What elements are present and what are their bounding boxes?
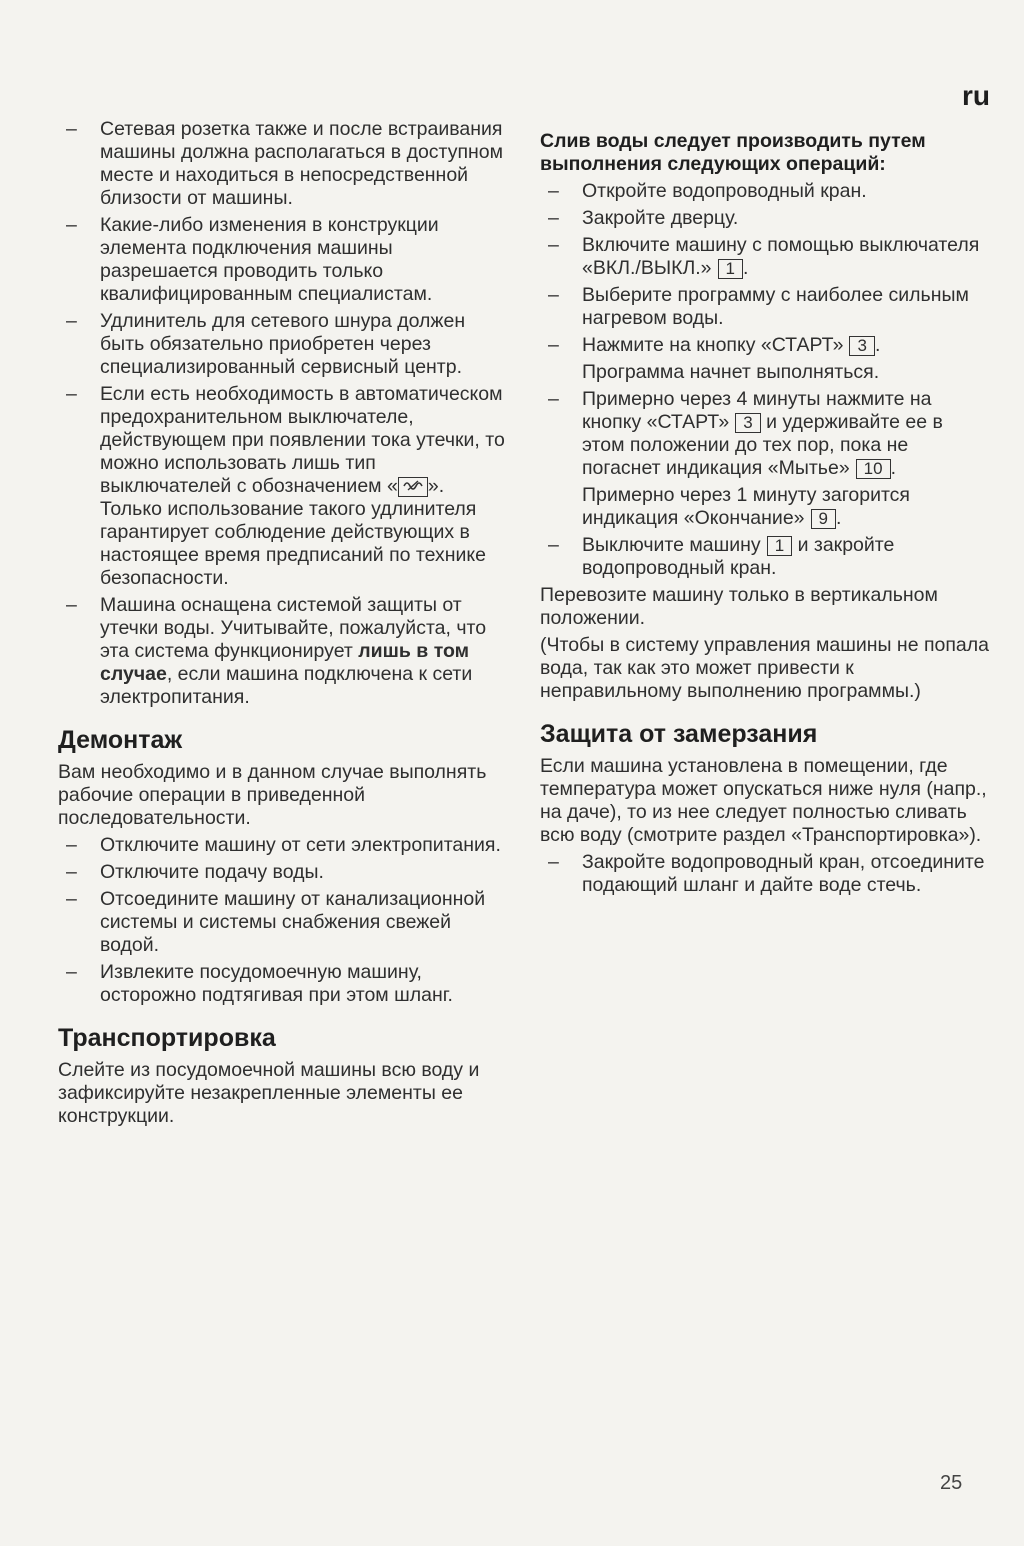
step-text: и закройте водопроводный кран. bbox=[582, 534, 895, 579]
aquastop-text: Машина оснащена системой защиты от утечки воды. Учитывайте, пожалуйста, что эта система функционирует bbox=[100, 594, 487, 662]
key-badge: 1 bbox=[767, 536, 792, 556]
drain-steps bbox=[540, 180, 990, 580]
list-item-aquastop bbox=[58, 594, 508, 709]
vertical-transport: Перевозите машину только в вертикальном положении. bbox=[540, 584, 938, 629]
drain-lead: Слив воды следует производить путем выполнения следующих операций: bbox=[540, 130, 926, 175]
list-item: – Закройте водопроводный кран, отсоедините подающий шланг и дайте воде стечь. bbox=[540, 851, 990, 897]
vertical-transport-note: (Чтобы в систему управления машины не попала вода, так как это может привести к неправильному выполнению программы.) bbox=[540, 634, 989, 702]
list-item: – Удлинитель для сетевого шнура должен быть обязательно приобретен через специализированный сервисный центр. bbox=[58, 310, 508, 379]
step-end: . bbox=[874, 334, 881, 356]
step-text: Нажмите на кнопку «СТАРТ» bbox=[582, 334, 844, 356]
frost-steps bbox=[540, 851, 990, 897]
list-item bbox=[540, 234, 990, 280]
rcd-symbol-icon bbox=[398, 477, 428, 497]
list-item: – Откройте водопроводный кран. bbox=[540, 180, 990, 203]
list-item: – Какие-либо изменения в конструкции элемента подключения машины разрешается проводить только квалифицированным специалистам. bbox=[58, 214, 508, 306]
step-text: Включите машину с помощью выключателя «ВКЛ./ВЫКЛ.» bbox=[582, 234, 980, 279]
list-item: – Закройте дверцу. bbox=[540, 207, 990, 230]
step-text: Примерно через 4 минуты нажмите на кнопку «СТАРТ» bbox=[582, 388, 932, 433]
step-end: . bbox=[743, 257, 749, 279]
list-item bbox=[540, 534, 990, 580]
list-item: – Извлеките посудомоечную машину, осторожно подтягивая при этом шланг. bbox=[58, 961, 508, 1007]
key-badge: 1 bbox=[718, 259, 743, 279]
list-item: – Сетевая розетка также и после встраивания машины должна располагаться в доступном месте и находиться в непосредственной близости от машины. bbox=[58, 118, 508, 210]
language-code: ru bbox=[962, 80, 990, 111]
dismantle-steps bbox=[58, 834, 508, 1007]
section-heading-transport: Транспортировка bbox=[58, 1024, 276, 1052]
safety-list bbox=[58, 118, 508, 709]
key-badge: 3 bbox=[849, 336, 874, 356]
page-number: 25 bbox=[940, 1472, 963, 1494]
key-badge: 10 bbox=[856, 459, 891, 479]
list-item bbox=[540, 334, 990, 384]
dismantle-intro: Вам необходимо и в данном случае выполнять рабочие операции в приведенной последовательности. bbox=[58, 761, 487, 829]
list-item: – Выберите программу с наиболее сильным нагревом воды. bbox=[540, 284, 990, 330]
list-item: – Отсоедините машину от канализационной системы и системы снабжения свежей водой. bbox=[58, 888, 508, 957]
step-text: Примерно через 1 минуту загорится индикация «Окончание» bbox=[582, 484, 910, 529]
frost-text: Если машина установлена в помещении, где температура может опускаться ниже нуля (напр., на даче), то из нее следует полностью сливать всю воду (смотрите раздел «Транспортировка»). bbox=[540, 755, 987, 846]
list-item: – Отключите подачу воды. bbox=[58, 861, 508, 884]
step-end: . bbox=[890, 457, 897, 479]
aquastop-bold: лишь в том случае bbox=[100, 640, 470, 685]
aquastop-text-end: , если машина подключена к сети электропитания. bbox=[100, 663, 473, 708]
right-column bbox=[540, 130, 990, 901]
step-subtext: Программа начнет выполняться. bbox=[582, 361, 880, 383]
step-end: . bbox=[835, 507, 842, 529]
section-heading-frost: Защита от замерзания bbox=[540, 720, 818, 748]
step-text: и удерживайте ее в этом положении до тех пор, пока не погаснет индикация «Мытье» bbox=[582, 411, 943, 479]
list-item bbox=[540, 388, 990, 530]
left-column bbox=[58, 118, 508, 1132]
key-badge: 3 bbox=[735, 413, 760, 433]
section-heading-dismantle: Демонтаж bbox=[58, 726, 183, 754]
rcd-text-before: Если есть необходимость в автоматическом предохранительном выключателе, действующем при появлении тока утечки, то можно использовать лишь тип выключателей с обозначением « bbox=[100, 383, 505, 497]
rcd-text-after: ». Только использование такого удлинителя гарантирует соблюдение действующих в настоящее время предписаний по технике безопасности. bbox=[100, 475, 487, 589]
list-item: – Отключите машину от сети электропитания. bbox=[58, 834, 508, 857]
key-badge: 9 bbox=[811, 509, 836, 529]
list-item-rcd bbox=[58, 383, 508, 590]
step-subtext bbox=[582, 484, 990, 530]
transport-text: Слейте из посудомоечной машины всю воду и зафиксируйте незакрепленные элементы ее конструкции. bbox=[58, 1059, 480, 1127]
step-text: Выключите машину bbox=[582, 534, 761, 556]
